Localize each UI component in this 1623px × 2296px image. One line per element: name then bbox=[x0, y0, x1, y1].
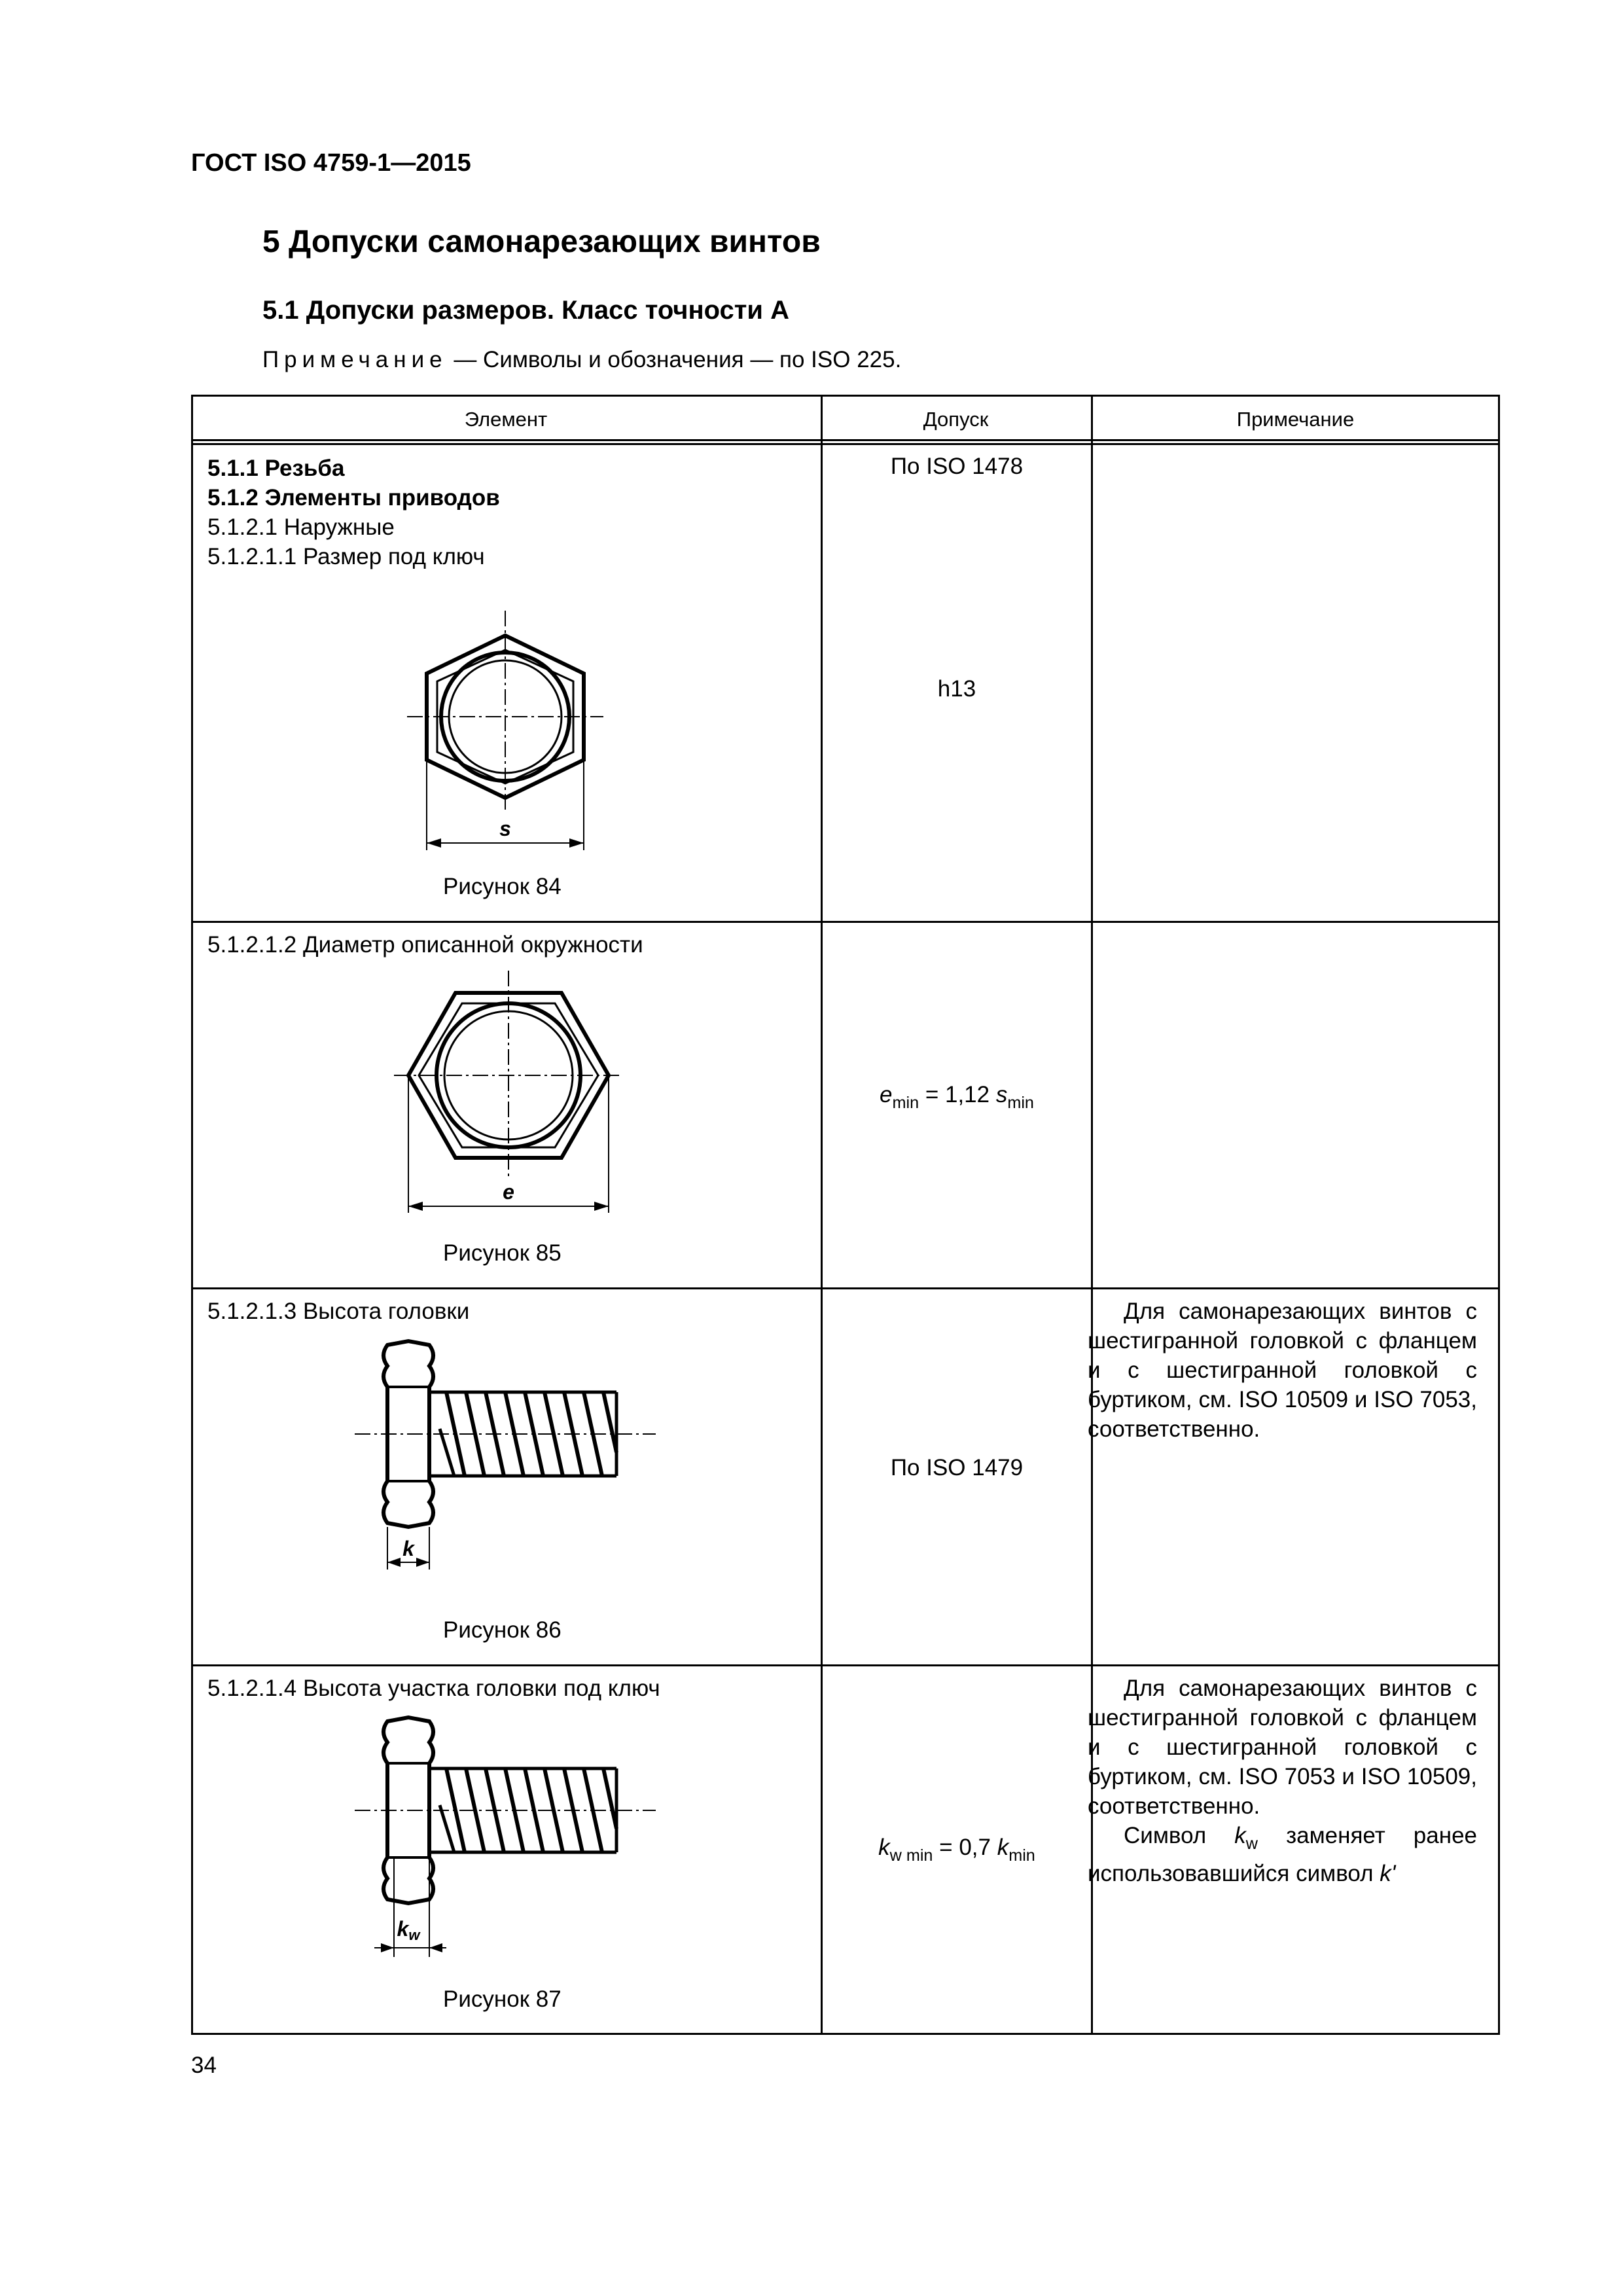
page-number: 34 bbox=[191, 2053, 217, 2078]
dimension-label-k: k bbox=[402, 1537, 414, 1560]
clause-external: 5.1.2.1 Наружные bbox=[207, 514, 395, 540]
header-remark: Примечание bbox=[1236, 408, 1355, 431]
table-row bbox=[207, 1674, 660, 1703]
tolerance-k: По ISO 1479 bbox=[890, 1455, 1024, 1480]
clause-head-height: 5.1.2.1.3 Высота головки bbox=[207, 1299, 470, 1324]
table-row bbox=[207, 1297, 469, 1326]
tolerance-table bbox=[191, 395, 1500, 2035]
row-divider bbox=[191, 921, 1500, 923]
table-border-top bbox=[191, 395, 1500, 397]
tolerance-thread: По ISO 1478 bbox=[890, 454, 1024, 479]
table-border-bottom bbox=[191, 2033, 1500, 2035]
column-divider bbox=[821, 395, 823, 2035]
table-row bbox=[207, 930, 643, 960]
figure-84-hexagon-across-flats bbox=[407, 591, 603, 866]
table-border-right bbox=[1498, 395, 1500, 2035]
clause-width-across-flats: 5.1.2.1.1 Размер под ключ bbox=[207, 544, 485, 569]
note bbox=[262, 347, 901, 373]
tolerance-kw: $k_{w min} = 0,7$ $k_{min}$ bbox=[878, 1835, 1035, 1865]
remark-head-height: Для самонарезающих винтов с шестигранной головкой с фланцем и с шестигранной головкой с буртиком, см. ISO 10509 и ISO 7053, соответственно. bbox=[1088, 1299, 1477, 1442]
note-text: — Символы и обозначения — по ISO 225. bbox=[447, 347, 902, 372]
clause-thread: 5.1.1 Резьба bbox=[207, 456, 345, 481]
figure-caption: Рисунок 86 bbox=[443, 1617, 562, 1643]
dimension-label-e: e bbox=[503, 1180, 514, 1204]
table-border-left bbox=[191, 395, 193, 2035]
row-divider bbox=[191, 1287, 1500, 1289]
subsection-title: 5.1 Допуски размеров. Класс точности А bbox=[262, 296, 789, 325]
clause-drive-elements: 5.1.2 Элементы приводов bbox=[207, 485, 500, 511]
header-rule-double bbox=[191, 443, 1500, 445]
figure-caption: Рисунок 87 bbox=[443, 1986, 562, 2012]
clause-wrenching-height: 5.1.2.1.4 Высота участка головки под ключ bbox=[207, 1676, 660, 1701]
standard-code: ГОСТ ISO 4759-1—2015 bbox=[191, 149, 471, 177]
dimension-label-s: s bbox=[499, 817, 511, 840]
tolerance-e: $e_{min} = 1,12$ $s_{min}$ bbox=[880, 1082, 1034, 1112]
clause-circumscribed-diameter: 5.1.2.1.2 Диаметр описанной окружности bbox=[207, 932, 643, 958]
figure-85-hexagon-across-corners bbox=[394, 971, 623, 1232]
tolerance-s: h13 bbox=[937, 676, 976, 702]
header-tolerance: Допуск bbox=[923, 408, 989, 431]
header-element: Элемент bbox=[464, 408, 548, 431]
figure-87-screw-wrenching-height bbox=[348, 1713, 662, 1962]
row-divider bbox=[191, 1664, 1500, 1666]
figure-caption: Рисунок 84 bbox=[443, 874, 562, 899]
header-rule bbox=[191, 439, 1500, 441]
note-label: Примечание bbox=[262, 347, 448, 372]
dimension-label-kw: kw bbox=[397, 1917, 420, 1943]
figure-86-screw-head-height bbox=[348, 1337, 662, 1579]
section-title: 5 Допуски самонарезающих винтов bbox=[262, 224, 821, 259]
figure-caption: Рисунок 85 bbox=[443, 1240, 562, 1266]
table-row bbox=[207, 454, 500, 571]
remark-wrenching-height: Для самонарезающих винтов с шестигранной головкой с фланцем и с шестигранной головкой с буртиком, см. ISO 7053 и ISO 10509, соответственно. Символ $k_w$ заменяет ранее использовавшийся символ k' bbox=[1088, 1676, 1478, 1886]
